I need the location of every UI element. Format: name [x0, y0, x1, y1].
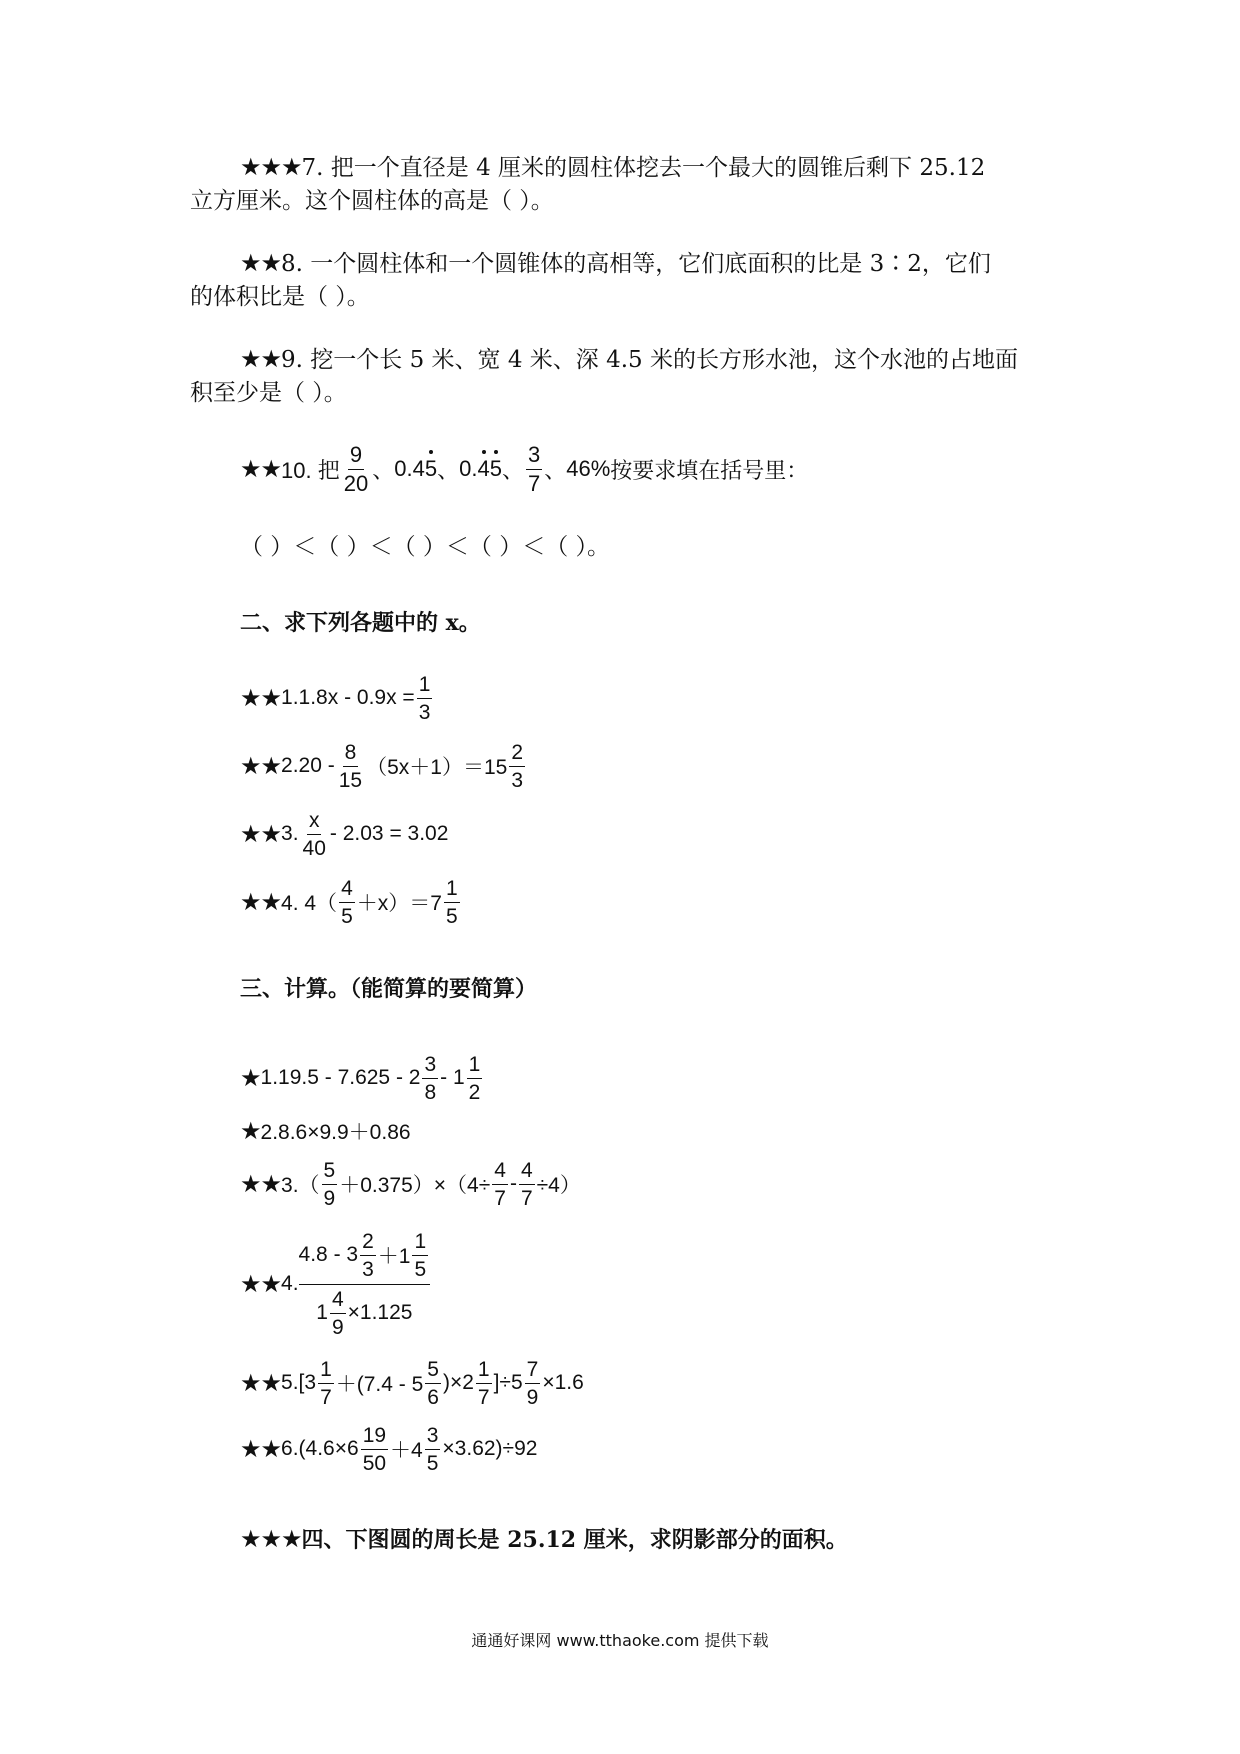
expression-text: -	[509, 1172, 517, 1195]
fraction	[467, 1054, 483, 1103]
denominator: 3	[418, 700, 431, 724]
equation-text: （5x＋1）＝15	[366, 756, 508, 779]
expression-text: 4.8 - 3	[298, 1243, 359, 1266]
question-10-order-line: （ ）＜（ ）＜（ ）＜（ ）＜（ ）。	[240, 534, 611, 560]
numerator: 3	[526, 444, 542, 470]
fraction	[412, 1231, 428, 1280]
question-9-text: 9. 挖一个长 5 米、宽 4 米、深 4.5 米的长方形水池，这个水池的占地面	[281, 347, 1018, 373]
denominator: 6	[427, 1385, 439, 1409]
numerator: 4	[339, 878, 355, 903]
denominator: 3	[362, 1257, 374, 1281]
denominator: 50	[362, 1451, 387, 1475]
numerator: 1	[417, 674, 433, 699]
equation-text: 3.	[281, 822, 299, 845]
numerator: 3	[425, 1425, 441, 1450]
fraction	[425, 1425, 441, 1474]
section-3-title: 三、计算。（能简算的要简算）	[240, 976, 538, 1002]
difficulty-stars: ★★	[240, 1435, 282, 1463]
separator: 、	[544, 457, 567, 483]
expression-text: 6.(4.6×6	[281, 1437, 359, 1460]
question-7-text: 7. 把一个直径是 4 厘米的圆柱体挖去一个最大的圆锥后剩下 25.12	[301, 155, 986, 181]
expression-1	[240, 1048, 484, 1108]
denominator: 7	[520, 1186, 533, 1210]
section-2-title: 二、求下列各题中的 x。	[240, 610, 481, 636]
expression-text: ＋4	[390, 1439, 423, 1462]
expression-text: ＋1	[377, 1245, 411, 1268]
denominator: 9	[331, 1315, 344, 1339]
numerator: 1	[467, 1054, 483, 1079]
fraction	[444, 878, 460, 927]
difficulty-stars: ★★	[240, 1170, 282, 1198]
numerator: 5	[425, 1359, 441, 1384]
equation-1	[240, 668, 434, 728]
section-4-title-line	[240, 1522, 848, 1557]
denominator: 5	[445, 904, 458, 928]
fraction	[492, 1160, 508, 1209]
expression-text: 2.8.6×9.9＋0.86	[260, 1121, 411, 1144]
difficulty-stars: ★★	[240, 345, 282, 373]
numerator: 1	[318, 1359, 334, 1384]
question-10-prefix: 10. 把	[281, 457, 340, 483]
equation-text: 2.20 -	[281, 754, 335, 777]
numerator: 4	[519, 1160, 535, 1185]
expression-2	[240, 1114, 411, 1148]
denominator: 5	[341, 904, 353, 928]
denominator: 7	[320, 1385, 332, 1409]
numerator: 2	[509, 742, 525, 767]
compound-fraction	[299, 1231, 431, 1338]
repeating-decimal-1	[394, 456, 437, 482]
denominator: 40	[302, 836, 326, 860]
question-10-suffix: 按要求填在括号里：	[610, 458, 809, 484]
fraction	[339, 878, 355, 927]
denominator: 2	[468, 1080, 481, 1104]
separator: 、	[437, 457, 460, 483]
fraction	[330, 1289, 346, 1338]
compound-numerator	[299, 1231, 431, 1285]
expression-text: ]÷5	[493, 1371, 523, 1394]
expression-4	[240, 1222, 430, 1346]
denominator: 9	[526, 1385, 539, 1409]
fraction	[425, 1359, 441, 1408]
footer-source-text: 通通好课网 www.tthaoke.com 提供下载	[471, 1631, 769, 1650]
fraction	[301, 810, 328, 859]
difficulty-stars: ★★★	[240, 1525, 302, 1553]
expression-text: ×3.62)÷92	[442, 1437, 538, 1460]
expression-text: 3.（	[281, 1174, 320, 1197]
difficulty-stars: ★	[240, 1064, 261, 1092]
question-9-line-2: 积至少是（ ）。	[190, 380, 347, 406]
expression-text: 5.[3	[281, 1371, 317, 1394]
difficulty-stars: ★★	[240, 1369, 282, 1397]
numerator: 4	[492, 1160, 508, 1185]
expression-text: - 1	[440, 1066, 465, 1089]
numerator: 1	[476, 1359, 492, 1384]
question-8-line-2: 的体积比是（ ）。	[190, 284, 370, 310]
denominator: 15	[338, 768, 363, 792]
separator: 、	[372, 457, 395, 483]
numerator: 19	[361, 1425, 388, 1450]
expression-text: ÷4）	[536, 1174, 581, 1197]
question-10-line-1	[240, 438, 808, 500]
decimal-part: 0.4	[394, 456, 425, 481]
denominator: 7	[527, 470, 541, 496]
fraction	[417, 674, 433, 723]
numerator: 3	[422, 1054, 438, 1079]
equation-3	[240, 804, 448, 864]
numerator: 5	[322, 1160, 338, 1185]
numerator: 8	[343, 742, 359, 767]
question-9-line-1	[240, 342, 1018, 377]
fraction	[526, 441, 542, 496]
fraction	[322, 1160, 338, 1209]
fraction	[509, 742, 525, 791]
equation-text: - 2.03 = 3.02	[329, 822, 449, 845]
question-8-line-1	[240, 246, 991, 281]
difficulty-stars: ★★	[240, 1270, 282, 1298]
numerator: 7	[525, 1359, 541, 1384]
numerator: 4	[330, 1289, 346, 1314]
numerator: 9	[348, 444, 364, 470]
denominator: 3	[511, 768, 523, 792]
repeating-digit: 4	[477, 456, 490, 481]
numerator: 1	[412, 1231, 428, 1256]
question-7-line-1	[240, 150, 985, 185]
equation-text: ＋x）＝7	[356, 892, 442, 915]
difficulty-stars: ★★	[240, 684, 282, 712]
denominator: 9	[323, 1186, 336, 1210]
expression-text: 1	[316, 1301, 328, 1324]
question-8-text: 8. 一个圆柱体和一个圆锥体的高相等，它们底面积的比是 3∶2，它们	[281, 251, 991, 277]
decimal-part: 0.	[459, 456, 478, 481]
difficulty-stars: ★★★	[240, 153, 302, 181]
section-4-title: 四、下图圆的周长是 25.12 厘米，求阴影部分的面积。	[301, 1527, 848, 1553]
expression-text: 1.19.5 - 7.625 - 2	[260, 1066, 421, 1089]
expression-6	[240, 1418, 537, 1480]
fraction	[519, 1160, 535, 1209]
difficulty-stars: ★★	[240, 249, 282, 277]
fraction	[337, 742, 364, 791]
expression-text: ＋0.375）×（4÷	[339, 1174, 491, 1197]
expression-text: ＋(7.4 - 5	[335, 1373, 424, 1396]
denominator: 7	[494, 1186, 506, 1210]
equation-text: 1.1.8x - 0.9x =	[281, 686, 415, 709]
fraction	[476, 1359, 492, 1408]
percent-value: 46%	[566, 456, 611, 481]
expression-text: ×1.6	[542, 1371, 584, 1394]
compound-denominator	[316, 1285, 412, 1338]
difficulty-stars: ★★	[240, 455, 282, 483]
denominator: 8	[424, 1080, 437, 1104]
difficulty-stars: ★★	[240, 888, 282, 916]
separator: 、	[501, 457, 524, 483]
expression-3	[240, 1154, 581, 1214]
fraction	[360, 1231, 376, 1280]
numerator: 1	[444, 878, 460, 903]
fraction	[361, 1425, 388, 1474]
denominator: 5	[414, 1257, 427, 1281]
denominator: 7	[477, 1385, 490, 1409]
numerator: 2	[360, 1231, 376, 1256]
numerator: x	[307, 810, 322, 835]
difficulty-stars: ★★	[240, 820, 282, 848]
expression-text: )×2	[442, 1371, 474, 1394]
expression-5	[240, 1352, 584, 1414]
difficulty-stars: ★★	[240, 752, 282, 780]
repeating-decimal-2	[459, 456, 502, 482]
expression-text: 4.	[281, 1272, 299, 1295]
denominator: 20	[343, 470, 369, 496]
fraction	[318, 1359, 334, 1408]
difficulty-stars: ★	[240, 1117, 261, 1145]
question-7-line-2: 立方厘米。这个圆柱体的高是（ ）。	[190, 188, 554, 214]
expression-text: ×1.125	[347, 1301, 413, 1324]
repeating-digit: 5	[424, 456, 438, 481]
fraction	[525, 1359, 541, 1408]
repeating-digit: 5	[489, 456, 502, 481]
denominator: 5	[426, 1451, 439, 1475]
equation-2	[240, 736, 527, 796]
fraction	[422, 1054, 438, 1103]
equation-text: 4. 4（	[281, 892, 338, 915]
fraction	[342, 441, 370, 496]
equation-4	[240, 872, 462, 932]
